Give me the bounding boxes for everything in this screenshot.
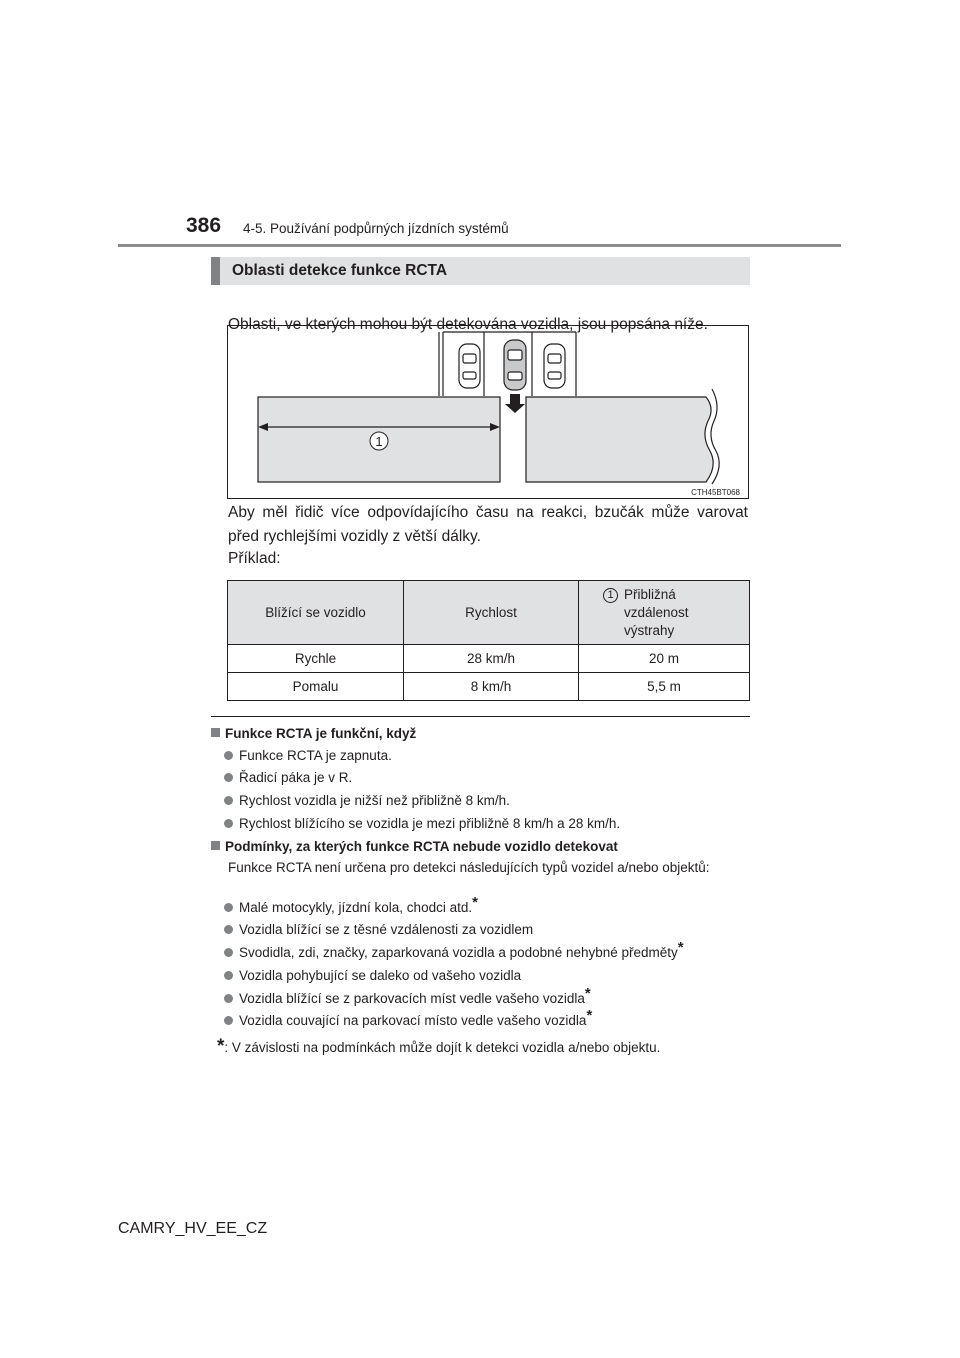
reversing-car-icon [504,340,526,390]
bullet-icon [224,994,233,1003]
asterisk-marker: * [677,939,684,956]
list-item-text: Funkce RCTA je zapnuta. [239,748,392,763]
detection-area-figure [227,325,749,499]
table-cell: Rychle [228,645,404,673]
table-cell: Pomalu [228,673,404,701]
list-item-text: Vozidla couvající na parkovací místo vedle vašeho vozidla [239,1013,587,1028]
list-item-text: Vozidla blížící se z parkovacích míst vedle vašeho vozidla [239,991,585,1006]
parked-car-right-icon [544,344,565,388]
col-header-vehicle: Blížící se vozidlo [228,581,404,645]
model-code: CAMRY_HV_EE_CZ [118,1220,268,1237]
bullet-icon [224,925,233,934]
footnote-asterisk: * [217,1036,225,1057]
asterisk-marker: * [586,1007,593,1024]
functional-heading-text: Funkce RCTA je funkční, když [225,726,417,741]
col-header-distance [579,581,750,645]
list-item [224,816,620,831]
footnote-text: : V závislosti na podmínkách může dojít k detekci vozidla a/nebo objektu. [224,1040,661,1055]
list-item-text: Rychlost blížícího se vozidla je mezi přibližně 8 km/h a 28 km/h. [239,816,621,831]
list-item [224,985,591,1006]
table-cell: 28 km/h [404,645,579,673]
bullet-icon [224,773,233,782]
list-item-text: Vozidla blížící se z těsné vzdálenosti za vozidlem [239,922,534,937]
not-detected-heading [211,839,618,854]
distance-marker: 1 [603,588,618,603]
figure-code: CTH45BT068 [691,488,740,497]
chapter-title: 4-5. Používání podpůrných jízdních systémů [243,221,509,236]
bullet-icon [224,1016,233,1025]
list-item-text: Řadicí páka je v R. [239,770,353,785]
asterisk-marker: * [472,894,478,911]
bullet-icon [224,971,233,980]
bullet-icon [224,796,233,805]
square-bullet-icon [211,728,220,737]
page-number: 386 [186,214,222,237]
intro-text: Oblasti, ve kterých mohou být detekována vozidla, jsou popsána níže. [228,316,708,333]
warning-paragraph: Aby měl řidič více odpovídajícího času na reakci, bzučák může varovat před rychlejšími vozidly z větší dálky. [228,504,748,545]
bullet-icon [224,948,233,957]
table-cell: 8 km/h [404,673,579,701]
list-item [224,922,533,937]
parked-car-left-icon [459,344,480,388]
example-label: Příklad: [228,550,281,567]
table-cell: 20 m [579,645,750,673]
asterisk-marker: * [584,985,591,1002]
col-header-distance-label: Přibližná vzdálenost výstrahy [624,587,689,638]
list-item [224,748,392,763]
header-divider [118,244,841,247]
section-heading-bar [211,257,220,285]
square-bullet-icon [211,841,220,850]
bullet-icon [224,751,233,760]
section-divider [211,716,750,717]
list-item-text: Malé motocykly, jízdní kola, chodci atd. [239,900,473,915]
bullet-icon [224,819,233,828]
list-item-text: Svodidla, zdi, značky, zaparkovaná vozidla a podobné nehybné předměty [239,945,678,960]
col-header-speed: Rychlost [404,581,579,645]
detection-area-diagram [228,326,748,498]
warning-distance-table [227,580,750,701]
callout-number: 1 [375,434,383,449]
reverse-direction-arrow-icon [505,394,525,413]
table-header-row [228,581,750,645]
footnote [217,1036,660,1058]
table-row [228,645,750,673]
list-item [224,1007,593,1028]
not-detected-heading-text: Podmínky, za kterých funkce RCTA nebude vozidlo detekovat [225,839,618,854]
list-item [224,939,684,960]
not-detected-intro: Funkce RCTA není určena pro detekci následujících typů vozidel a/nebo objektů: [228,860,710,875]
list-item [224,770,352,785]
list-item [224,894,478,915]
table-row [228,673,750,701]
table-cell: 5,5 m [579,673,750,701]
section-heading [211,257,750,285]
list-item [224,793,510,808]
section-heading-text: Oblasti detekce funkce RCTA [232,262,448,279]
list-item [224,968,521,983]
list-item-text: Rychlost vozidla je nižší než přibližně 8 km/h. [239,793,510,808]
bullet-icon [224,903,233,912]
list-item-text: Vozidla pohybující se daleko od vašeho vozidla [239,968,522,983]
functional-heading [211,726,416,741]
